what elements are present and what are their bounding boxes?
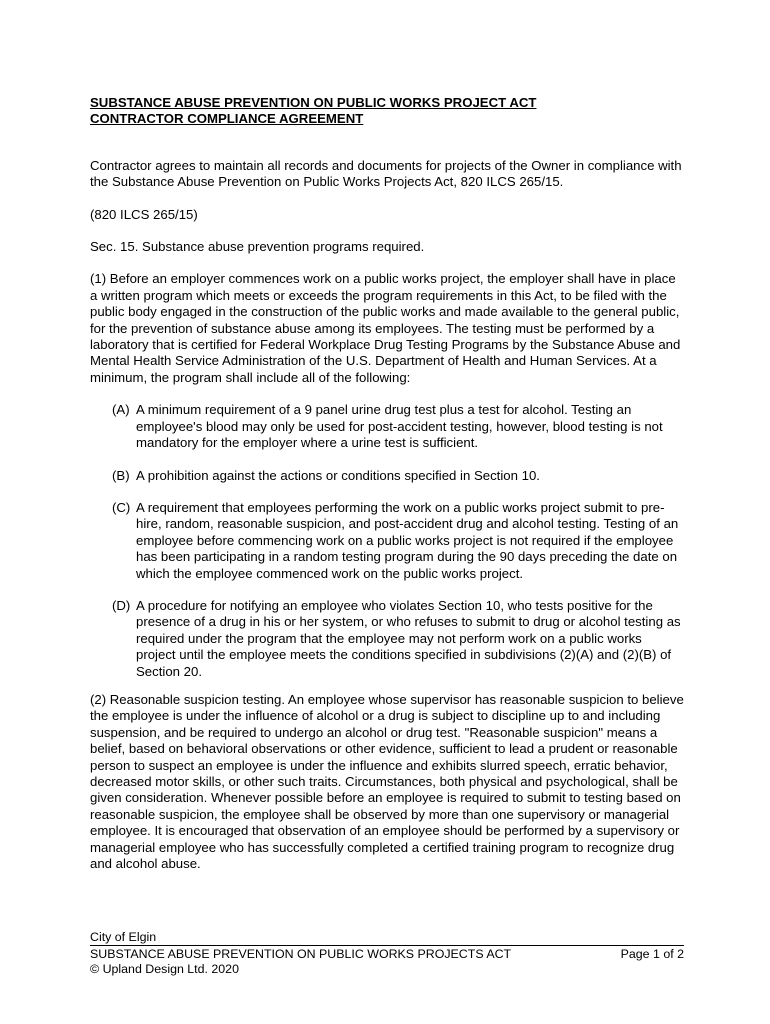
list-item-text: A prohibition against the actions or conditions specified in Section 10. [136,467,540,483]
list-item-b [90,468,684,484]
list-item-text: A requirement that employees performing the work on a public works project submit to pre-hire, random, reasonable suspicion, and post-accident drug and alcohol testing. Testing of an employee before commencing work on a public works project is not required if the employee has been participating in a random testing program during the 90 days preceding the date on which the employee commenced work on the public works project. [136,499,679,581]
intro-paragraph: Contractor agrees to maintain all records and documents for projects of the Owner in compliance with the Substance Abuse Prevention on Public Works Projects Act, 820 ILCS 265/15. [90,157,682,190]
paragraph-2: (2) Reasonable suspicion testing. An employee whose supervisor has reasonable suspicion to believe the employee is under the influence of alcohol or a drug is subject to discipline up to and including suspension, and be required to undergo an alcohol or drug test. "Reasonable suspicion" means a belief, based on behavioral observations or other evidence, sufficient to lead a prudent or reasonable person to suspect an employee is under the influence and exhibits slurred speech, erratic behavior, decreased motor skills, or other such traits. Circumstances, both physical and psychological, shall be given consideration. Whenever possible before an employee is required to submit to testing based on reasonable suspicion, the employee shall be observed by more than one supervisory or managerial employee. It is encouraged that observation of an employee should be performed by a supervisory or managerial employee who has successfully completed a certified training program to recognize drug and alcohol abuse. [90,691,684,872]
list-item-label: (A) [112,402,130,418]
title-line-2: CONTRACTOR COMPLIANCE AGREEMENT [90,111,364,127]
footer-owner: City of Elgin [90,930,157,944]
list-item-label: (C) [112,499,131,515]
list-item-d [90,598,684,680]
list-item-c [90,500,684,582]
page-number: Page 1 of 2 [620,947,684,961]
footer-row [90,947,684,962]
footer-divider [90,945,684,946]
title-line-1: SUBSTANCE ABUSE PREVENTION ON PUBLIC WORKS PROJECT ACT [90,95,537,110]
list-item-text: A minimum requirement of a 9 panel urine drug test plus a test for alcohol. Testing an employee's blood may only be used for post-accident testing, however, blood testing is not mandatory for the employer where a urine test is sufficient. [136,402,663,451]
paragraph-1: (1) Before an employer commences work on a public works project, the employer shall have in place a written program which meets or exceeds the program requirements in this Act, to be filed with the public body engaged in the construction of the public works and made available to the general public, for the prevention of substance abuse among its employees. The testing must be performed by a laboratory that is certified for Federal Workplace Drug Testing Programs by the Substance Abuse and Mental Health Service Administration of the U.S. Department of Health and Human Services. At a minimum, the program shall include all of the following: [90,271,681,385]
list-item-a [90,402,684,451]
list-item-label: (B) [112,467,130,483]
footer-doc-title: SUBSTANCE ABUSE PREVENTION ON PUBLIC WORKS PROJECTS ACT [90,947,512,961]
list-item-text: A procedure for notifying an employee who violates Section 10, who tests positive for the presence of a drug in his or her system, or who refuses to submit to drug or alcohol testing as required under the program that the employee may not perform work on a public works project until the employee meets the conditions specified in subdivisions (2)(A) and (2)(B) of Section 20. [136,597,681,679]
document-title [90,95,684,128]
list-item-label: (D) [112,597,131,613]
document-body [90,95,684,872]
section-heading: Sec. 15. Substance abuse prevention programs required. [90,239,425,255]
statute-citation: (820 ILCS 265/15) [90,206,198,222]
footer-copyright: © Upland Design Ltd. 2020 [90,962,239,976]
page-footer [90,930,684,977]
